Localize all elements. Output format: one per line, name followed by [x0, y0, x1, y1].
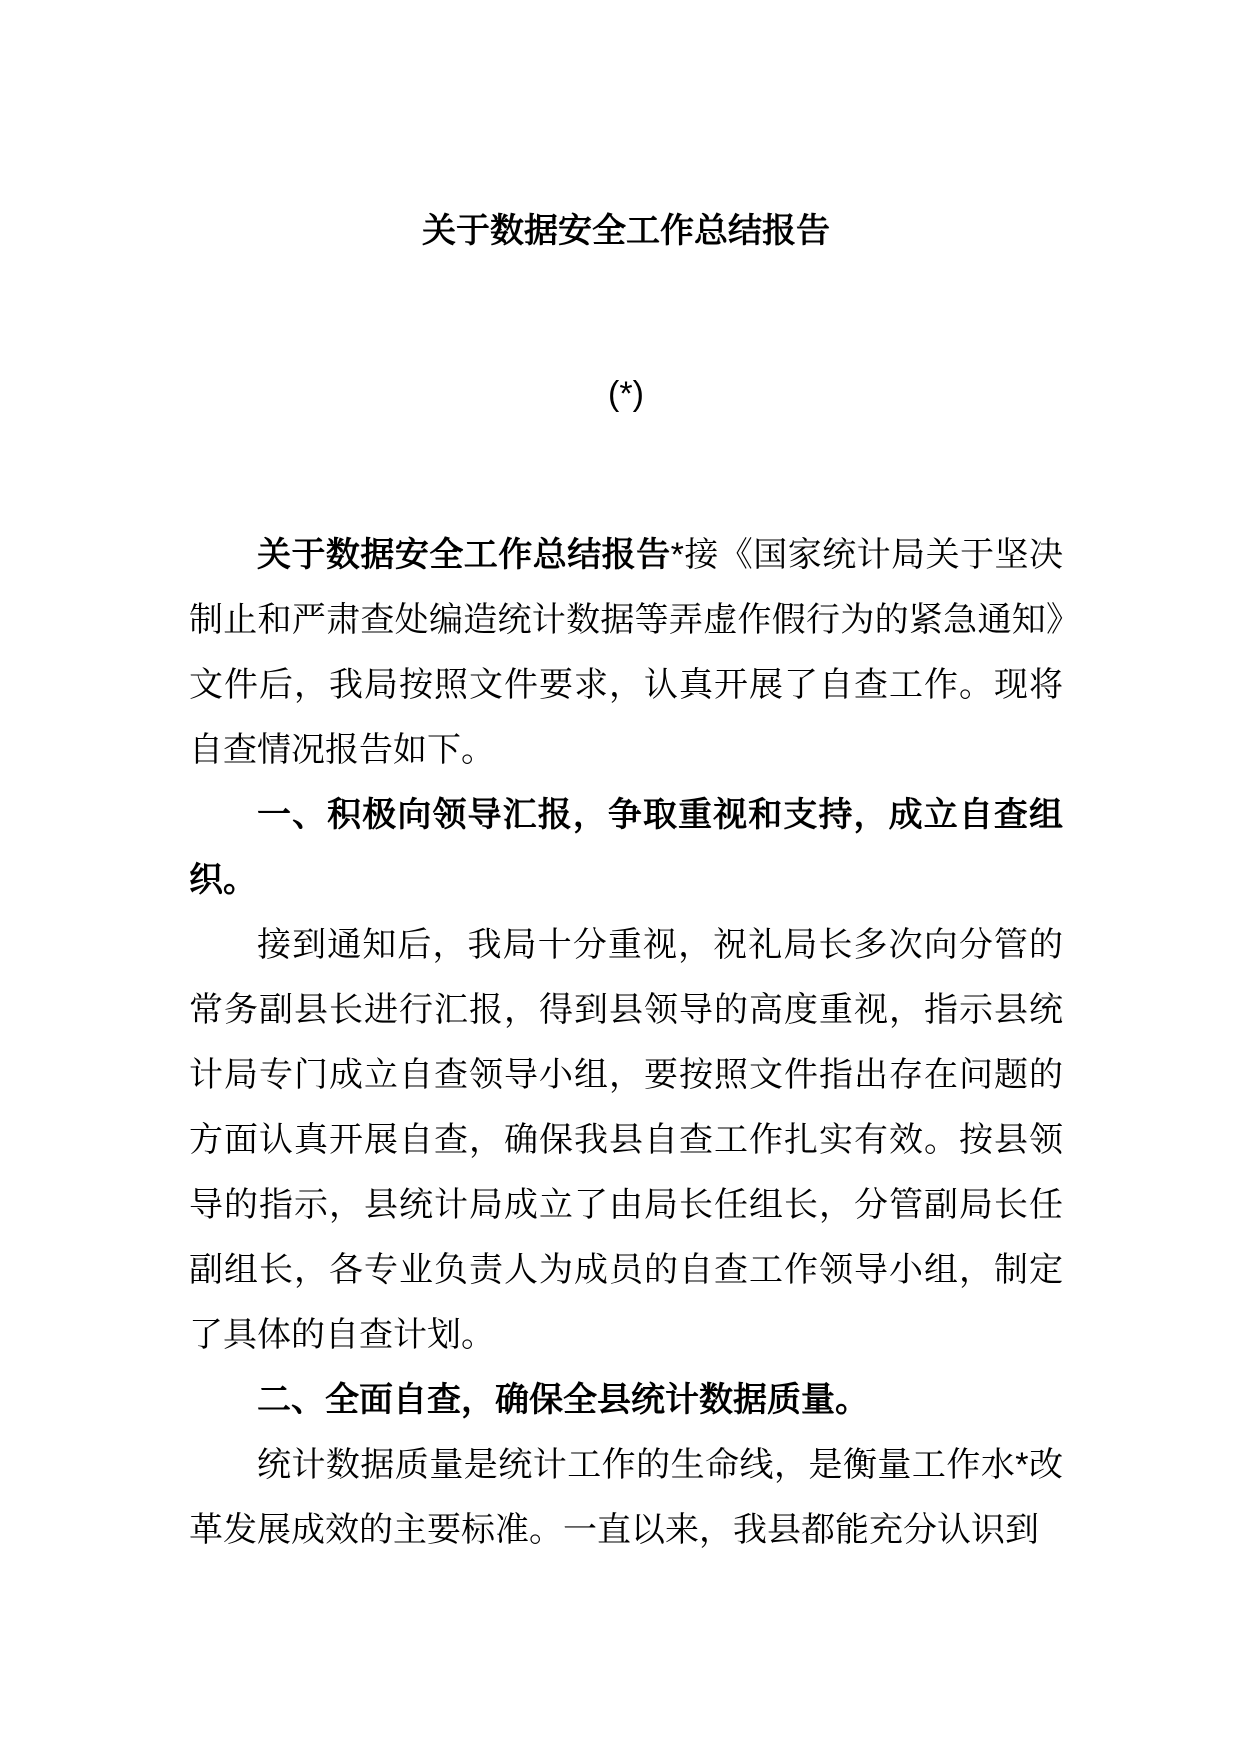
document-title: 关于数据安全工作总结报告 — [422, 212, 830, 250]
section-heading: 二、全面自查，确保全县统计数据质量。 — [257, 1381, 869, 1419]
paragraph-bold-lead: 关于数据安全工作总结报告 — [257, 536, 671, 574]
subtitle-star: (*) — [608, 375, 644, 413]
body-paragraph: 关于数据安全工作总结报告*接《国家统计局关于坚决制止和严肃查处编造统计数据等弄虚作假行为的紧急通知》文件后，我局按照文件要求，认真开展了自查工作。现将自查情况报告如下。 — [189, 536, 1064, 769]
document-body — [189, 523, 1063, 1563]
body-paragraph: 接到通知后，我局十分重视，祝礼局长多次向分管的常务副县长进行汇报，得到县领导的高度重视，指示县统计局专门成立自查领导小组，要按照文件指出存在问题的方面认真开展自查，确保我县自查工作扎实有效。按县领导的指示，县统计局成立了由局长任组长，分管副局长任副组长，各专业负责人为成员的自查工作领导小组，制定了具体的自查计划。 — [189, 926, 1063, 1354]
body-paragraph: 统计数据质量是统计工作的生命线，是衡量工作水*改革发展成效的主要标准。一直以来，我县都能充分认识到 — [189, 1446, 1063, 1549]
section-heading: 一、积极向领导汇报，争取重视和支持，成立自查组织。 — [189, 796, 1063, 899]
